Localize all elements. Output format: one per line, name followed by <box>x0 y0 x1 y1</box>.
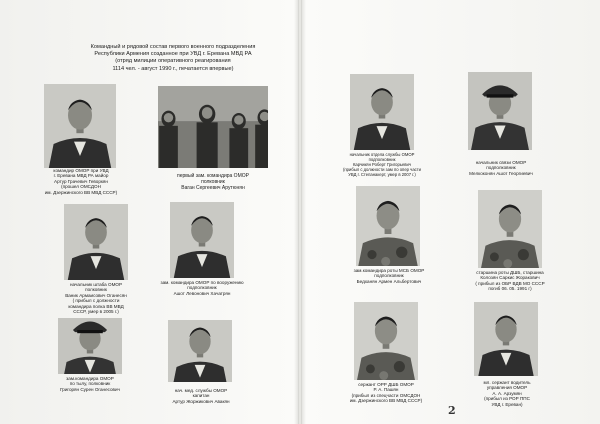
heading-line-4: 1114 чел. - август 1990 г., печатается впервые) <box>112 65 234 72</box>
page-number: 2 <box>448 404 456 417</box>
person-caption: начальник связи ОМОР подполковник Мелкоконян Ашот Георгиевич <box>469 160 533 176</box>
portrait-photo <box>44 84 116 168</box>
group-photo <box>158 86 268 168</box>
person-caption: начальник штаба ОМОР полковник Ваник Армаисович Оганесян ( прибыл с должности командира полка ВВ МВД СССР, умер в 2005 г.) <box>65 282 127 315</box>
person-caption: зам. командира ОМОР по вооружению подполковник Ашот Левонович Хачатрян <box>160 280 244 296</box>
portrait-photo <box>474 302 538 376</box>
portrait-photo <box>356 186 420 266</box>
portrait-photo <box>168 320 232 382</box>
portrait-photo <box>170 202 234 278</box>
heading-line-3: (отряд милиции оперативного реагирования <box>115 58 231 65</box>
portrait-photo <box>478 190 542 268</box>
person-caption: начальник отдела службы ОМОР подполковник Карчикян Роберт Григорьевич (прибыл с должности зам по опер части УВД г. Степанакерт, умер в 2007 г.) <box>342 152 421 177</box>
portrait-photo <box>64 204 128 280</box>
person-caption: мл. сержант водитель управления ОМОР А. А. Арзумян (прибыл из РОР ППС УВД г. Ереван) <box>483 380 531 407</box>
person-caption: нач. мед. службы ОМОР капитан Артур Жоржикович Авакян <box>172 388 230 404</box>
portrait-photo <box>468 72 532 150</box>
portrait-photo <box>58 318 122 374</box>
person-caption: старшина роты ДШБ, старшина Колозян Саркис Жоракович ( прибыл из ОБР ВДВ МО СССР погиб 06. 05. 1991 г) <box>475 270 545 292</box>
portrait-photo <box>354 302 418 380</box>
person-caption: первый зам. командира ОМОР полковник Ваган Сергеевич Арутюнян <box>177 173 249 191</box>
person-caption: сержант ОРР ДШБ ОМОР Р. А. Пашян (прибыл из спецчасти ОМСДОН им. Дзержинского ВВ МВД СССР) <box>349 382 423 404</box>
heading-line-2: Республики Армения созданное при УВД г. Еревана МВД РА <box>94 51 252 58</box>
person-caption: зам.командира роты МСБ ОМОР подполковник Бедханян Армен Альбертович <box>353 268 425 284</box>
person-caption: командир ОМОР при УВД г. Еревана МВД РА майор Артур Грачевич Геворкян (прошел ОМСДОН им. Дзержинского ВВ МВД СССР) <box>44 168 118 195</box>
heading-line-1: Командный и рядовой состав первого военного подразделения <box>90 44 256 50</box>
portrait-photo <box>350 74 414 150</box>
document-heading <box>38 44 308 73</box>
person-caption: зам.командира ОМОР по тылу, полковник Григорян Сурен Оганесович <box>60 376 120 392</box>
